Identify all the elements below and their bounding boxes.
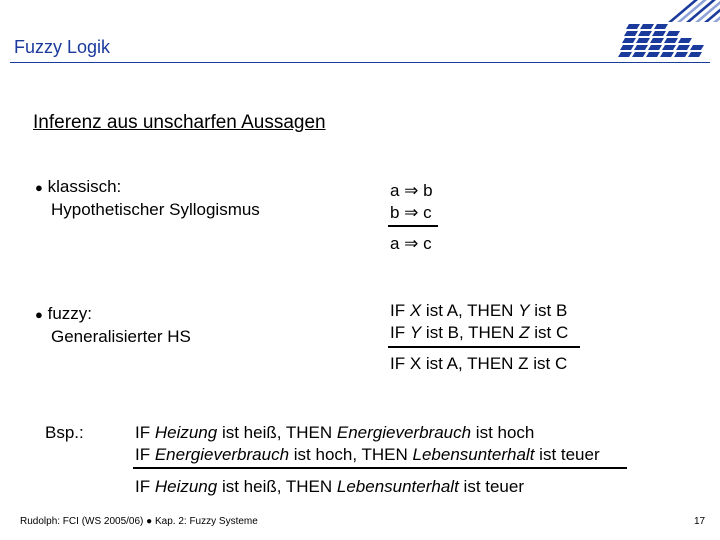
logo-block [638,31,652,36]
logo-stripe [695,0,720,22]
logo-block [688,52,702,57]
university-logo-icon [618,0,720,66]
bullet-dot-icon: ● [35,307,43,322]
fuzzy-premises [390,300,568,344]
example-label: Bsp.: [45,423,84,442]
classical-label: klassisch: [47,177,122,196]
logo-block [618,52,632,57]
example-premise-2: IF Energieverbrauch ist hoch, THEN Lebensunterhalt ist teuer [135,445,600,464]
logo-block [654,24,668,29]
logo-block [624,31,638,36]
logo-block [646,52,660,57]
classical-premises [390,180,433,224]
bullet-fuzzy [35,303,191,348]
logo-block [652,31,666,36]
logo-block [632,52,646,57]
example-premise-1: IF Heizung ist heiß, THEN Energieverbrauch ist hoch [135,423,535,442]
page-number: 17 [694,516,706,527]
example-conclusion: IF Heizung ist heiß, THEN Lebensunterhalt ist teuer [135,477,525,496]
classical-premise-1: a ⇒ b [390,181,433,200]
logo-block [678,38,692,43]
classical-sublabel: Hypothetischer Syllogismus [51,200,260,219]
fuzzy-label: fuzzy: [47,304,92,323]
example-premises [135,422,600,466]
fuzzy-inference-line [388,346,580,348]
slide-heading: Inferenz aus unscharfen Aussagen [33,112,326,133]
logo-block [634,45,648,50]
fuzzy-conclusion: IF X ist A, THEN Z ist C [390,354,568,373]
logo-block [620,45,634,50]
fuzzy-sublabel: Generalisierter HS [51,327,191,346]
example-inference-line [133,467,627,469]
logo-block [660,52,674,57]
logo-block [662,45,676,50]
classical-inference-line [388,225,438,227]
logo-block [636,38,650,43]
logo-block [648,45,662,50]
header-divider [10,62,710,63]
footer-text: Rudolph: FCI (WS 2005/06) ● Kap. 2: Fuzzy Systeme [20,516,258,527]
bullet-classical [35,176,260,221]
bullet-dot-icon: ● [35,180,43,195]
logo-block [690,45,704,50]
logo-block [622,38,636,43]
logo-block [674,52,688,57]
logo-block [666,31,680,36]
logo-block [664,38,678,43]
logo-block [676,45,690,50]
logo-block [650,38,664,43]
classical-premise-2: b ⇒ c [390,203,432,222]
fuzzy-premise-2: IF Y ist B, THEN Z ist C [390,323,569,342]
fuzzy-premise-1: IF X ist A, THEN Y ist B [390,301,568,320]
logo-block [640,24,654,29]
classical-conclusion: a ⇒ c [390,234,432,253]
slide-header-title: Fuzzy Logik [14,37,111,57]
logo-block [626,24,640,29]
